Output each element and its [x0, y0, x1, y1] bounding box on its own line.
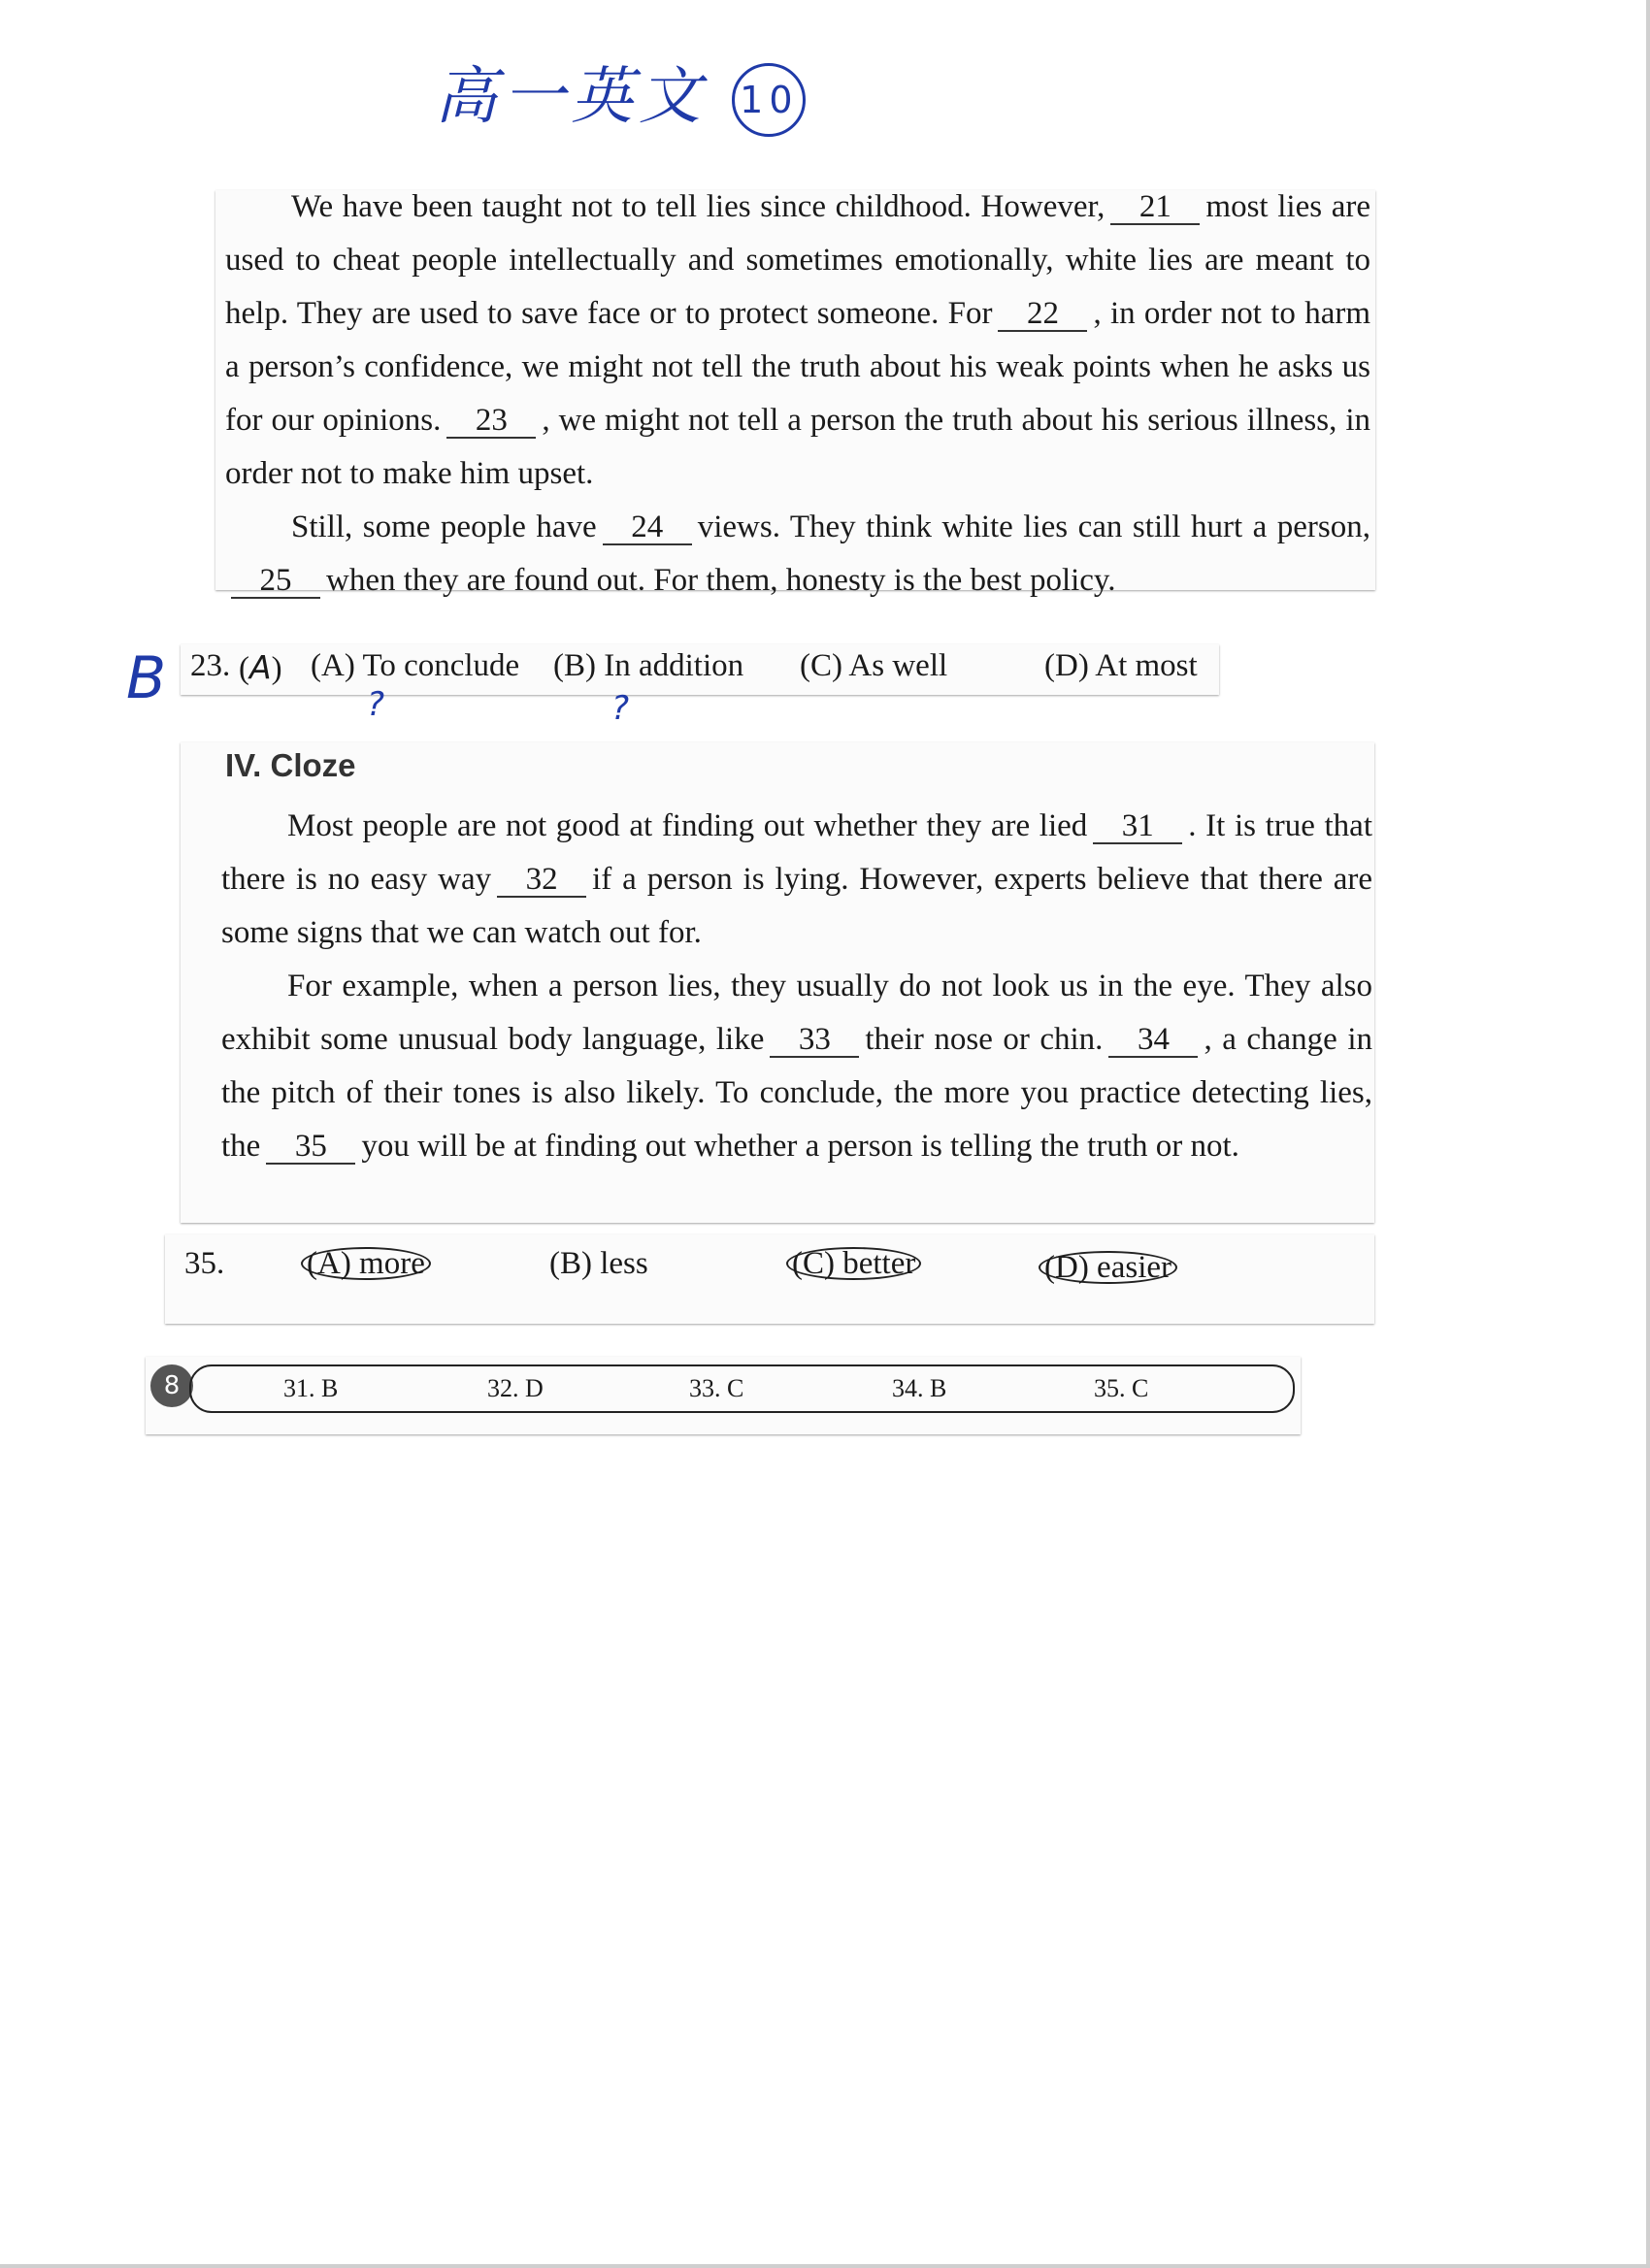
- question-35-option-d-text: (D) easier: [1039, 1251, 1177, 1284]
- question-35-option-d: [1039, 1250, 1177, 1286]
- question-35-option-c-text: (C) better: [786, 1247, 921, 1280]
- answer-31: 31. B: [283, 1374, 339, 1402]
- handwritten-title-text: 高一英文: [435, 61, 707, 133]
- blank-32: 32: [497, 863, 586, 898]
- answer-33: 33. C: [689, 1374, 744, 1402]
- question-35: [184, 1246, 1369, 1295]
- passage-1-paragraph-1: [225, 181, 1370, 501]
- answer-badge: 8: [150, 1364, 193, 1407]
- blank-24: 24: [603, 510, 692, 545]
- question-35-number: 35.: [184, 1246, 225, 1281]
- passage-1-text-a: We have been taught not to tell lies since childhood. However,: [291, 189, 1106, 224]
- query-mark-a: ?: [367, 685, 385, 724]
- question-23-option-d: (D) At most: [1044, 648, 1198, 683]
- handwritten-circled-number: 10: [732, 63, 806, 137]
- question-23-answer-mark: (A): [239, 648, 282, 686]
- question-23: [190, 648, 1219, 691]
- answer-32: 32. D: [487, 1374, 544, 1402]
- query-mark-b: ?: [611, 689, 630, 728]
- cloze-text-a: Most people are not good at finding out whether they are lied: [287, 808, 1088, 843]
- blank-35: 35: [266, 1130, 355, 1165]
- cloze-passage: [221, 800, 1372, 1173]
- passage-1-paragraph-2: [225, 501, 1370, 608]
- passage-1-text-g: when they are found out. For them, honesty is the best policy.: [326, 563, 1116, 598]
- cloze-text-e: their nose or chin.: [865, 1022, 1104, 1057]
- cloze-paragraph-2: [221, 960, 1372, 1173]
- question-35-option-c: [786, 1246, 921, 1282]
- question-23-number: 23.: [190, 648, 231, 683]
- blank-25: 25: [231, 564, 320, 599]
- question-23-option-c: (C) As well: [800, 648, 948, 683]
- passage-1-text-b: most lies are used to cheat people intellectually and sometimes emotionally, white lies are meant to help. They are used to save face or to protect someone. For: [225, 189, 1371, 331]
- passage-1-text-e: Still, some people have: [291, 509, 597, 544]
- blank-21: 21: [1110, 190, 1200, 225]
- cloze-text-b: . It is true that there is no easy way: [221, 808, 1372, 897]
- blank-31: 31: [1093, 809, 1182, 844]
- question-23-handwritten-choice: A: [249, 648, 272, 686]
- cloze-text-f: , a change in the pitch of their tones is also likely. To conclude, the more you practice detecting lies, the: [221, 1022, 1372, 1164]
- cloze-text-d: For example, when a person lies, they usually do not look us in the eye. They also exhibit some unusual body language, like: [221, 969, 1372, 1057]
- answer-35: 35. C: [1094, 1374, 1149, 1402]
- answer-34: 34. B: [892, 1374, 947, 1402]
- handwritten-mark-b: B: [126, 644, 167, 712]
- answer-key: [189, 1364, 1295, 1413]
- question-35-option-a: [301, 1246, 431, 1282]
- blank-23: 23: [446, 404, 536, 439]
- passage-1-text-c: , in order not to harm a person’s confidence, we might not tell the truth about his weak points when he asks us for our opinions.: [225, 296, 1370, 438]
- passage-1: [225, 181, 1370, 608]
- question-23-option-a: (A) To conclude: [311, 648, 520, 683]
- scan-edge-bottom: [0, 2264, 1650, 2268]
- question-35-option-b: (B) less: [549, 1246, 648, 1281]
- scan-edge-right: [1646, 0, 1650, 2268]
- question-23-option-b: (B) In addition: [553, 648, 744, 683]
- blank-33: 33: [770, 1023, 859, 1058]
- question-35-option-a-text: (A) more: [301, 1247, 431, 1280]
- cloze-paragraph-1: [221, 800, 1372, 960]
- cloze-title: IV. Cloze: [225, 747, 356, 783]
- handwritten-title: [435, 47, 806, 137]
- cloze-text-g: you will be at finding out whether a person is telling the truth or not.: [361, 1129, 1239, 1164]
- passage-1-text-f: views. They think white lies can still hurt a person,: [697, 509, 1370, 544]
- blank-34: 34: [1108, 1023, 1198, 1058]
- blank-22: 22: [998, 297, 1087, 332]
- passage-1-text-d: , we might not tell a person the truth about his serious illness, in order not to make him upset.: [225, 403, 1370, 491]
- cloze-text-c: if a person is lying. However, experts believe that there are some signs that we can watch out for.: [221, 862, 1373, 950]
